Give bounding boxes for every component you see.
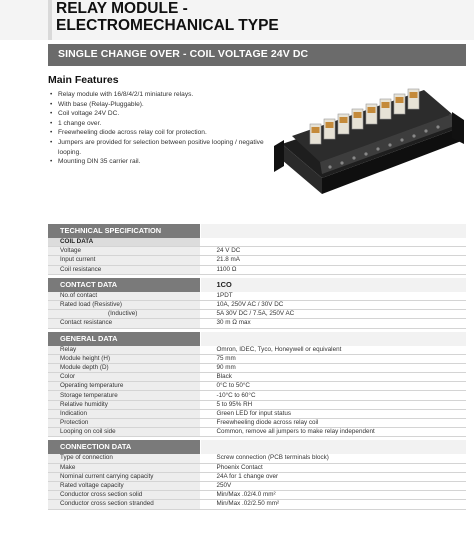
relay-module-photo — [274, 74, 466, 210]
page-header — [0, 0, 474, 40]
coil-data-subheading: COIL DATA — [48, 238, 200, 247]
title-line-2: ELECTROMECHANICAL TYPE — [56, 17, 279, 34]
table-row: Rated voltage capacity 250V — [48, 481, 466, 490]
table-row: Contact resistance 30 m Ω max — [48, 319, 466, 328]
connection-data-heading: CONNECTION DATA — [48, 440, 200, 454]
table-row: Relay Omron, IDEC, Tyco, Honeywell or equivalent — [48, 346, 466, 355]
general-data-heading-row — [48, 332, 466, 346]
table-row: Module height (H) 75 mm — [48, 354, 466, 363]
table-row: Rated load (Resistive) 10A, 250V AC / 30V DC — [48, 300, 466, 309]
table-row: Make Phoenix Contact — [48, 463, 466, 472]
table-row: Conductor cross section solid Min/Max .02/4.0 mm² — [48, 491, 466, 500]
features-list — [48, 90, 268, 167]
table-row: Conductor cross section stranded Min/Max .02/2.50 mm² — [48, 500, 466, 509]
banner-text: SINGLE CHANGE OVER - COIL VOLTAGE 24V DC — [58, 48, 309, 60]
table-row: Color Black — [48, 373, 466, 382]
spec-heading: TECHNICAL SPECIFICATION — [48, 224, 200, 238]
feature-item: • Freewheeling diode across relay coil for protection. — [48, 128, 268, 138]
page-title — [56, 0, 279, 34]
connection-data-heading-row — [48, 440, 466, 454]
coil-data-subheading-row — [48, 238, 466, 247]
header-accent-bar — [48, 0, 52, 40]
table-row: Input current 21.8 mA — [48, 256, 466, 265]
table-row: Nominal current carrying capacity 24A for 1 change over — [48, 472, 466, 481]
general-data-heading: GENERAL DATA — [48, 332, 200, 346]
subtitle-banner — [48, 44, 466, 66]
table-row: Indication Green LED for input status — [48, 409, 466, 418]
table-row: Voltage 24 V DC — [48, 247, 466, 256]
feature-item: • Coil voltage 24V DC. — [48, 109, 268, 119]
table-row: (Inductive) 5A 30V DC / 7.5A, 250V AC — [48, 310, 466, 319]
table-row: Type of connection Screw connection (PCB terminals block) — [48, 454, 466, 463]
feature-item: • With base (Relay-Pluggable). — [48, 100, 268, 110]
features-heading: Main Features — [48, 74, 119, 86]
technical-spec-table — [48, 224, 466, 510]
table-row: Coil resistance 1100 Ω — [48, 265, 466, 274]
feature-item: • Jumpers are provided for selection between positive looping / negative looping. — [48, 138, 268, 157]
contact-data-value: 1CO — [200, 278, 466, 292]
table-row: Operating temperature 0°C to 50°C — [48, 382, 466, 391]
table-row: Looping on coil side Common, remove all jumpers to make relay independent — [48, 428, 466, 437]
table-row: Protection Freewheeling diode across relay coil — [48, 419, 466, 428]
spec-heading-row — [48, 224, 466, 238]
table-row: Storage temperature -10°C to 60°C — [48, 391, 466, 400]
table-row: Module depth (D) 90 mm — [48, 363, 466, 372]
feature-item: • 1 change over. — [48, 119, 268, 129]
title-line-1: RELAY MODULE - — [56, 0, 188, 17]
contact-data-heading: CONTACT DATA — [48, 278, 200, 292]
table-row: Relative humidity 5 to 95% RH — [48, 400, 466, 409]
contact-data-heading-row — [48, 278, 466, 292]
feature-item: • Relay module with 16/8/4/2/1 miniature relays. — [48, 90, 268, 100]
table-row: No.of contact 1PDT — [48, 292, 466, 301]
feature-item: • Mounting DIN 35 carrier rail. — [48, 157, 268, 167]
